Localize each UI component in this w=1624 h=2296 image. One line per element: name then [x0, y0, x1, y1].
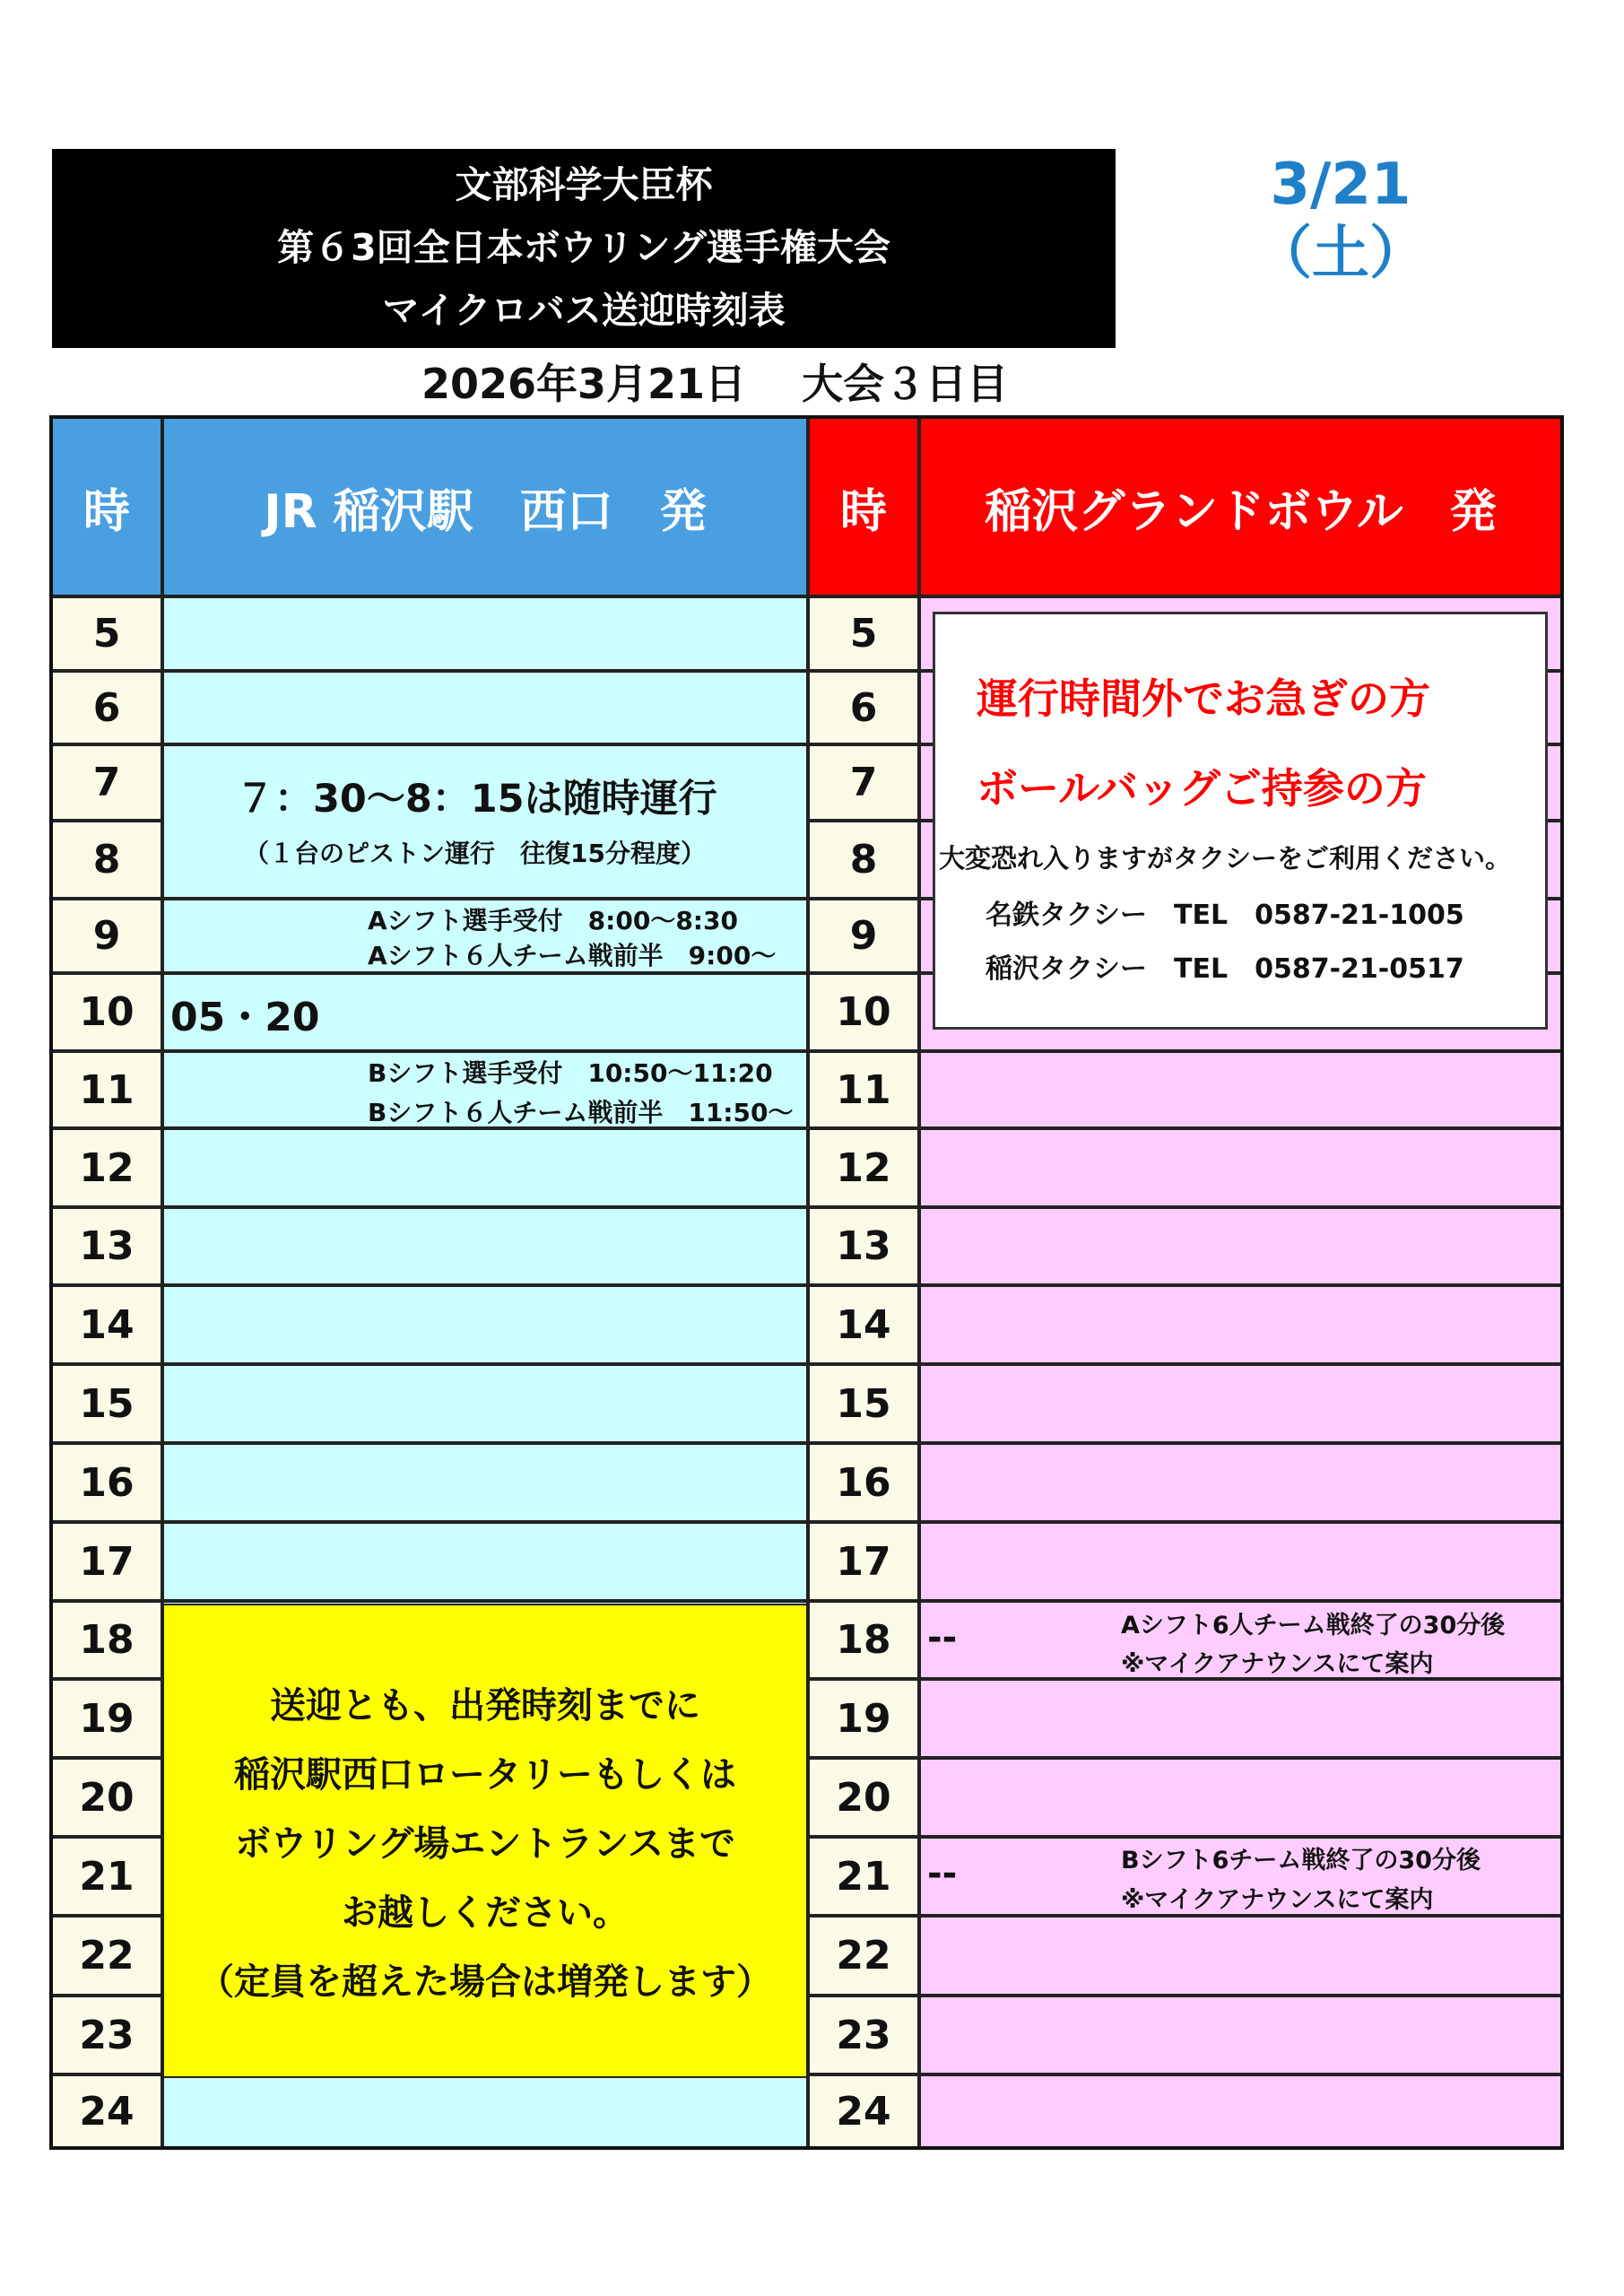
jr-departure-cell — [162, 1285, 808, 1364]
hour-cell-left: 14 — [51, 1285, 162, 1364]
hour-header-right: 時 — [808, 417, 919, 596]
hour-cell-right: 20 — [808, 1758, 919, 1837]
left-header: JR 稲沢駅 西口 発 — [162, 417, 808, 596]
jr-departure-cell — [162, 1207, 808, 1285]
title-line-2: 第６3回全日本ボウリング選手権大会 — [277, 226, 890, 270]
row21-shift-b-end: Bシフト6チーム戦終了の30分後 — [1121, 1847, 1481, 1874]
hour-cell-right: 13 — [808, 1207, 919, 1285]
bowl-departure-cell — [919, 1916, 1562, 1996]
hour-cell-left: 7 — [51, 744, 162, 821]
jr-departure-cell — [162, 1522, 808, 1601]
hour-cell-right: 22 — [808, 1916, 919, 1996]
bowl-departure-cell — [919, 1522, 1562, 1601]
hour-cell-right: 6 — [808, 671, 919, 744]
notice-title-2: ボールバッグご持参の方 — [977, 764, 1427, 813]
shift-b-first-half: Bシフト６人チーム戦前半 11:50～ — [368, 1098, 794, 1127]
hour-cell-left: 20 — [51, 1758, 162, 1837]
hour-cell-right: 11 — [808, 1051, 919, 1128]
bowl-departure-cell — [919, 1758, 1562, 1837]
hour-cell-left: 16 — [51, 1443, 162, 1522]
hour-cell-left: 5 — [51, 596, 162, 671]
departures-10: 05・20 — [170, 995, 320, 1040]
hour-cell-right: 7 — [808, 744, 919, 821]
hour-cell-right: 5 — [808, 596, 919, 671]
date-badge — [1193, 151, 1489, 289]
hour-cell-right: 10 — [808, 973, 919, 1051]
title-line-1: 文部科学大臣杯 — [455, 163, 713, 207]
hour-cell-left: 15 — [51, 1364, 162, 1443]
bowl-departure-cell — [919, 1207, 1562, 1285]
jr-departure-cell — [162, 2074, 808, 2148]
pickup-notice — [162, 1604, 808, 2078]
jr-departure-cell — [162, 671, 808, 744]
row21-dash: -- — [927, 1853, 958, 1894]
shift-a-first-half: Aシフト６人チーム戦前半 9:00～ — [368, 941, 777, 970]
hour-cell-right: 18 — [808, 1601, 919, 1679]
pickup-notice-line-4: お越しください。 — [342, 1892, 629, 1934]
continuous-service-title: ７：30～8：15は随時運行 — [236, 777, 717, 822]
hour-header-left: 時 — [51, 417, 162, 596]
hour-cell-left: 18 — [51, 1601, 162, 1679]
pickup-notice-line-5: （定員を超えた場合は増発します） — [198, 1961, 772, 2003]
hour-cell-right: 8 — [808, 821, 919, 899]
meitetsu-taxi: 名鉄タクシー TEL 0587-21-1005 — [986, 900, 1464, 931]
bowl-departure-cell — [919, 1679, 1562, 1758]
hour-cell-left: 12 — [51, 1128, 162, 1207]
hour-cell-left: 13 — [51, 1207, 162, 1285]
jr-departure-cell — [162, 596, 808, 671]
jr-departure-cell — [162, 1128, 808, 1207]
hour-cell-right: 16 — [808, 1443, 919, 1522]
hour-cell-right: 21 — [808, 1837, 919, 1916]
notice-body: 大変恐れ入りますがタクシーをご利用ください。 — [939, 843, 1512, 874]
hour-cell-right: 12 — [808, 1128, 919, 1207]
bowl-departure-cell — [919, 1996, 1562, 2074]
hour-cell-left: 6 — [51, 671, 162, 744]
hour-cell-left: 17 — [51, 1522, 162, 1601]
title-line-3: マイクロバス送迎時刻表 — [382, 289, 786, 333]
hour-cell-right: 9 — [808, 899, 919, 973]
hour-cell-left: 21 — [51, 1837, 162, 1916]
row21-announcement: ※マイクアナウンスにて案内 — [1121, 1886, 1434, 1914]
pickup-notice-line-3: ボウリング場エントランスまで — [235, 1823, 735, 1865]
taxi-notice — [933, 612, 1548, 1030]
shift-b-reception: Bシフト選手受付 10:50～11:20 — [368, 1058, 773, 1088]
bowl-departure-cell — [919, 1128, 1562, 1207]
hour-cell-left: 23 — [51, 1996, 162, 2074]
hour-cell-left: 19 — [51, 1679, 162, 1758]
shift-a-reception: Aシフト選手受付 8:00～8:30 — [368, 906, 738, 935]
weekday: （土） — [1255, 220, 1427, 287]
hour-cell-right: 14 — [808, 1285, 919, 1364]
hour-cell-right: 15 — [808, 1364, 919, 1443]
row18-shift-a-end: Aシフト6人チーム戦終了の30分後 — [1121, 1612, 1506, 1639]
title-block — [52, 149, 1116, 348]
hour-cell-left: 11 — [51, 1051, 162, 1128]
hour-cell-left: 9 — [51, 899, 162, 973]
row18-dash: -- — [927, 1617, 958, 1658]
hour-cell-left: 22 — [51, 1916, 162, 1996]
inazawa-taxi: 稲沢タクシー TEL 0587-21-0517 — [986, 953, 1464, 985]
hour-cell-right: 19 — [808, 1679, 919, 1758]
hour-cell-left: 24 — [51, 2074, 162, 2148]
hour-cell-right: 17 — [808, 1522, 919, 1601]
hour-cell-left: 8 — [51, 821, 162, 899]
bowl-departure-cell — [919, 1285, 1562, 1364]
jr-departure-cell — [162, 1364, 808, 1443]
bowl-departure-cell — [919, 1364, 1562, 1443]
hour-cell-left: 10 — [51, 973, 162, 1051]
jr-departure-cell — [162, 1443, 808, 1522]
pickup-notice-line-2: 稲沢駅西口ロータリーもしくは — [234, 1754, 736, 1796]
date-line: 2026年3月21日 大会３日目 — [421, 360, 1009, 408]
hour-cell-right: 23 — [808, 1996, 919, 2074]
bowl-departure-cell — [919, 1051, 1562, 1128]
row18-announcement: ※マイクアナウンスにて案内 — [1121, 1650, 1434, 1678]
hour-cell-right: 24 — [808, 2074, 919, 2148]
right-header: 稲沢グランドボウル 発 — [919, 417, 1562, 596]
bowl-departure-cell — [919, 1443, 1562, 1522]
date-short: 3/21 — [1270, 152, 1411, 218]
notice-title-1: 運行時間外でお急ぎの方 — [977, 674, 1430, 723]
pickup-notice-line-1: 送迎とも、出発時刻までに — [270, 1685, 700, 1726]
continuous-service-note: （１台のピストン運行 往復15分程度） — [244, 839, 706, 868]
bowl-departure-cell — [919, 2074, 1562, 2148]
